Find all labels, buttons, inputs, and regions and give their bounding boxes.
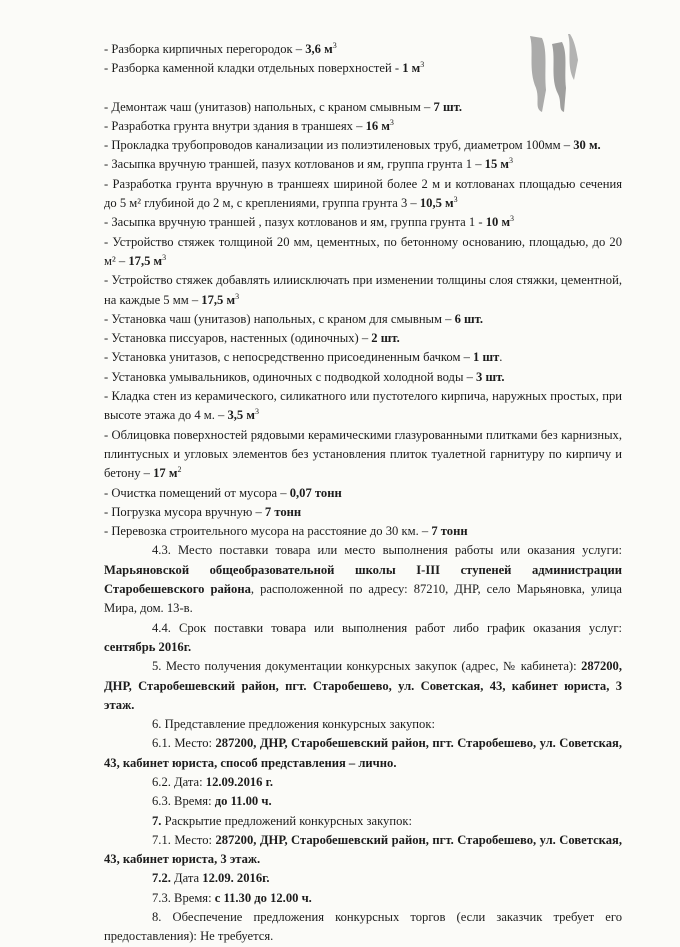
section-7: 7. Раскрытие предложений конкурсных закупок:	[152, 813, 413, 828]
list-item: - Устройство стяжек добавлять илиисключать при изменении толщины слоя стяжки, цементной, на каждые 5 мм – 17,5 $м^3$	[104, 273, 622, 307]
work-items-list	[104, 40, 622, 541]
list-item: - Засыпка вручную траншей , пазух котлованов и ям, группа грунта 1 - 10 $м^3$	[104, 214, 515, 230]
section-7-3: 7.3. Время: с 11.30 до 12.00 ч.	[152, 890, 312, 905]
section-6-3: 6.3. Время: до 11.00 ч.	[152, 794, 272, 809]
section-6-1: 6.1. Место: 287200, ДНР, Старобешевский район, пгт. Старобешево, ул. Советская, 43, кабинет юриста, способ представления – лично.	[104, 736, 622, 770]
section-8: 8. Обеспечение предложения конкурсных торгов (если заказчик требует его предоставления): Не требуется.	[104, 910, 622, 944]
section-7-1: 7.1. Место: 287200, ДНР, Старобешевский район, пгт. Старобешево, ул. Советская, 43, кабинет юриста, 3 этаж.	[104, 832, 622, 867]
list-item: - Засыпка вручную траншей, пазух котлованов и ям, группа грунта 1 – 15 $м^3$	[104, 156, 513, 172]
section-6: 6. Представление предложения конкурсных закупок:	[152, 717, 435, 732]
list-item: - Разработка грунта внутри здания в траншеях – 16 $м^3$	[104, 117, 394, 133]
list-item: - Кладка стен из керамического, силикатного или пустотелого кирпича, наружных простых, при высоте этажа до 4 м. – 3,5 $м^3$	[104, 389, 622, 423]
list-item: - Облицовка поверхностей рядовыми керамическими глазурованными плитками без карнизных, плинтусных и угловых элементов без установления плиток туалетной гарнитуру по кирпичу и бетону – 17 $м^2$	[104, 427, 622, 481]
list-item: - Очистка помещений от мусора – 0,07 тонн	[104, 485, 342, 500]
section-7-2: 7.2. Дата 12.09. 2016г.	[152, 871, 270, 886]
list-item: - Установка чаш (унитазов) напольных, с краном для смывным – 6 шт.	[104, 311, 484, 326]
list-item: - Разборка кирпичных перегородок – 3,6 $м^3$	[104, 41, 337, 56]
list-item: - Перевозка строительного мусора на расстояние до 30 км. – 7 тонн	[104, 524, 468, 539]
list-item: - Разборка каменной кладки отдельных поверхностей - 1 $м^3$	[104, 60, 425, 76]
list-item: - Разработка грунта вручную в траншеях шириной более 2 м и котлованах площадью сечения до 5 м² глубиной до 2 м, с креплениями, группа грунта 3 – 10,5 $м^3$	[104, 176, 622, 211]
list-item: - Демонтаж чаш (унитазов) напольных, с краном смывным – 7 шт.	[104, 99, 462, 114]
section-6-2: 6.2. Дата: 12.09.2016 г.	[152, 774, 274, 789]
list-item: - Установка писсуаров, настенных (одиночных) – 2 шт.	[104, 331, 400, 346]
section-4-4: 4.4. Срок поставки товара или выполнения работ либо график оказания услуг: сентябрь 2016г.	[104, 620, 622, 654]
list-item: - Установка умывальников, одиночных с подводкой холодной воды – 3 шт.	[104, 369, 505, 384]
list-item: - Устройство стяжек толщиной 20 мм, цементных, по бетонному основанию, площадью, до 20 м² – 17,5 $м^3$	[104, 234, 622, 268]
list-item: - Погрузка мусора вручную – 7 тонн	[104, 504, 302, 519]
list-item: - Прокладка трубопроводов канализации из полиэтиленовых труб, диаметром 100мм – 30 м.	[104, 138, 601, 153]
list-item: - Установка унитазов, с непосредственно присоединенным бачком – 1 шт.	[104, 350, 503, 365]
section-4-3: 4.3. Место поставки товара или место выполнения работы или оказания услуги: Марьяновской общеобразовательной школы I-III ступеней администрации Старобешевского района, расположенной по адресу: 87210, ДНР, село Марьяновка, улица Мира, дом. 13-в.	[104, 543, 623, 616]
section-5: 5. Место получения документации конкурсных закупок (адрес, № кабинета): 287200, ДНР, Старобешевский район, пгт. Старобешево, ул. Советская, 43, кабинет юриста, 3 этаж.	[104, 659, 622, 712]
